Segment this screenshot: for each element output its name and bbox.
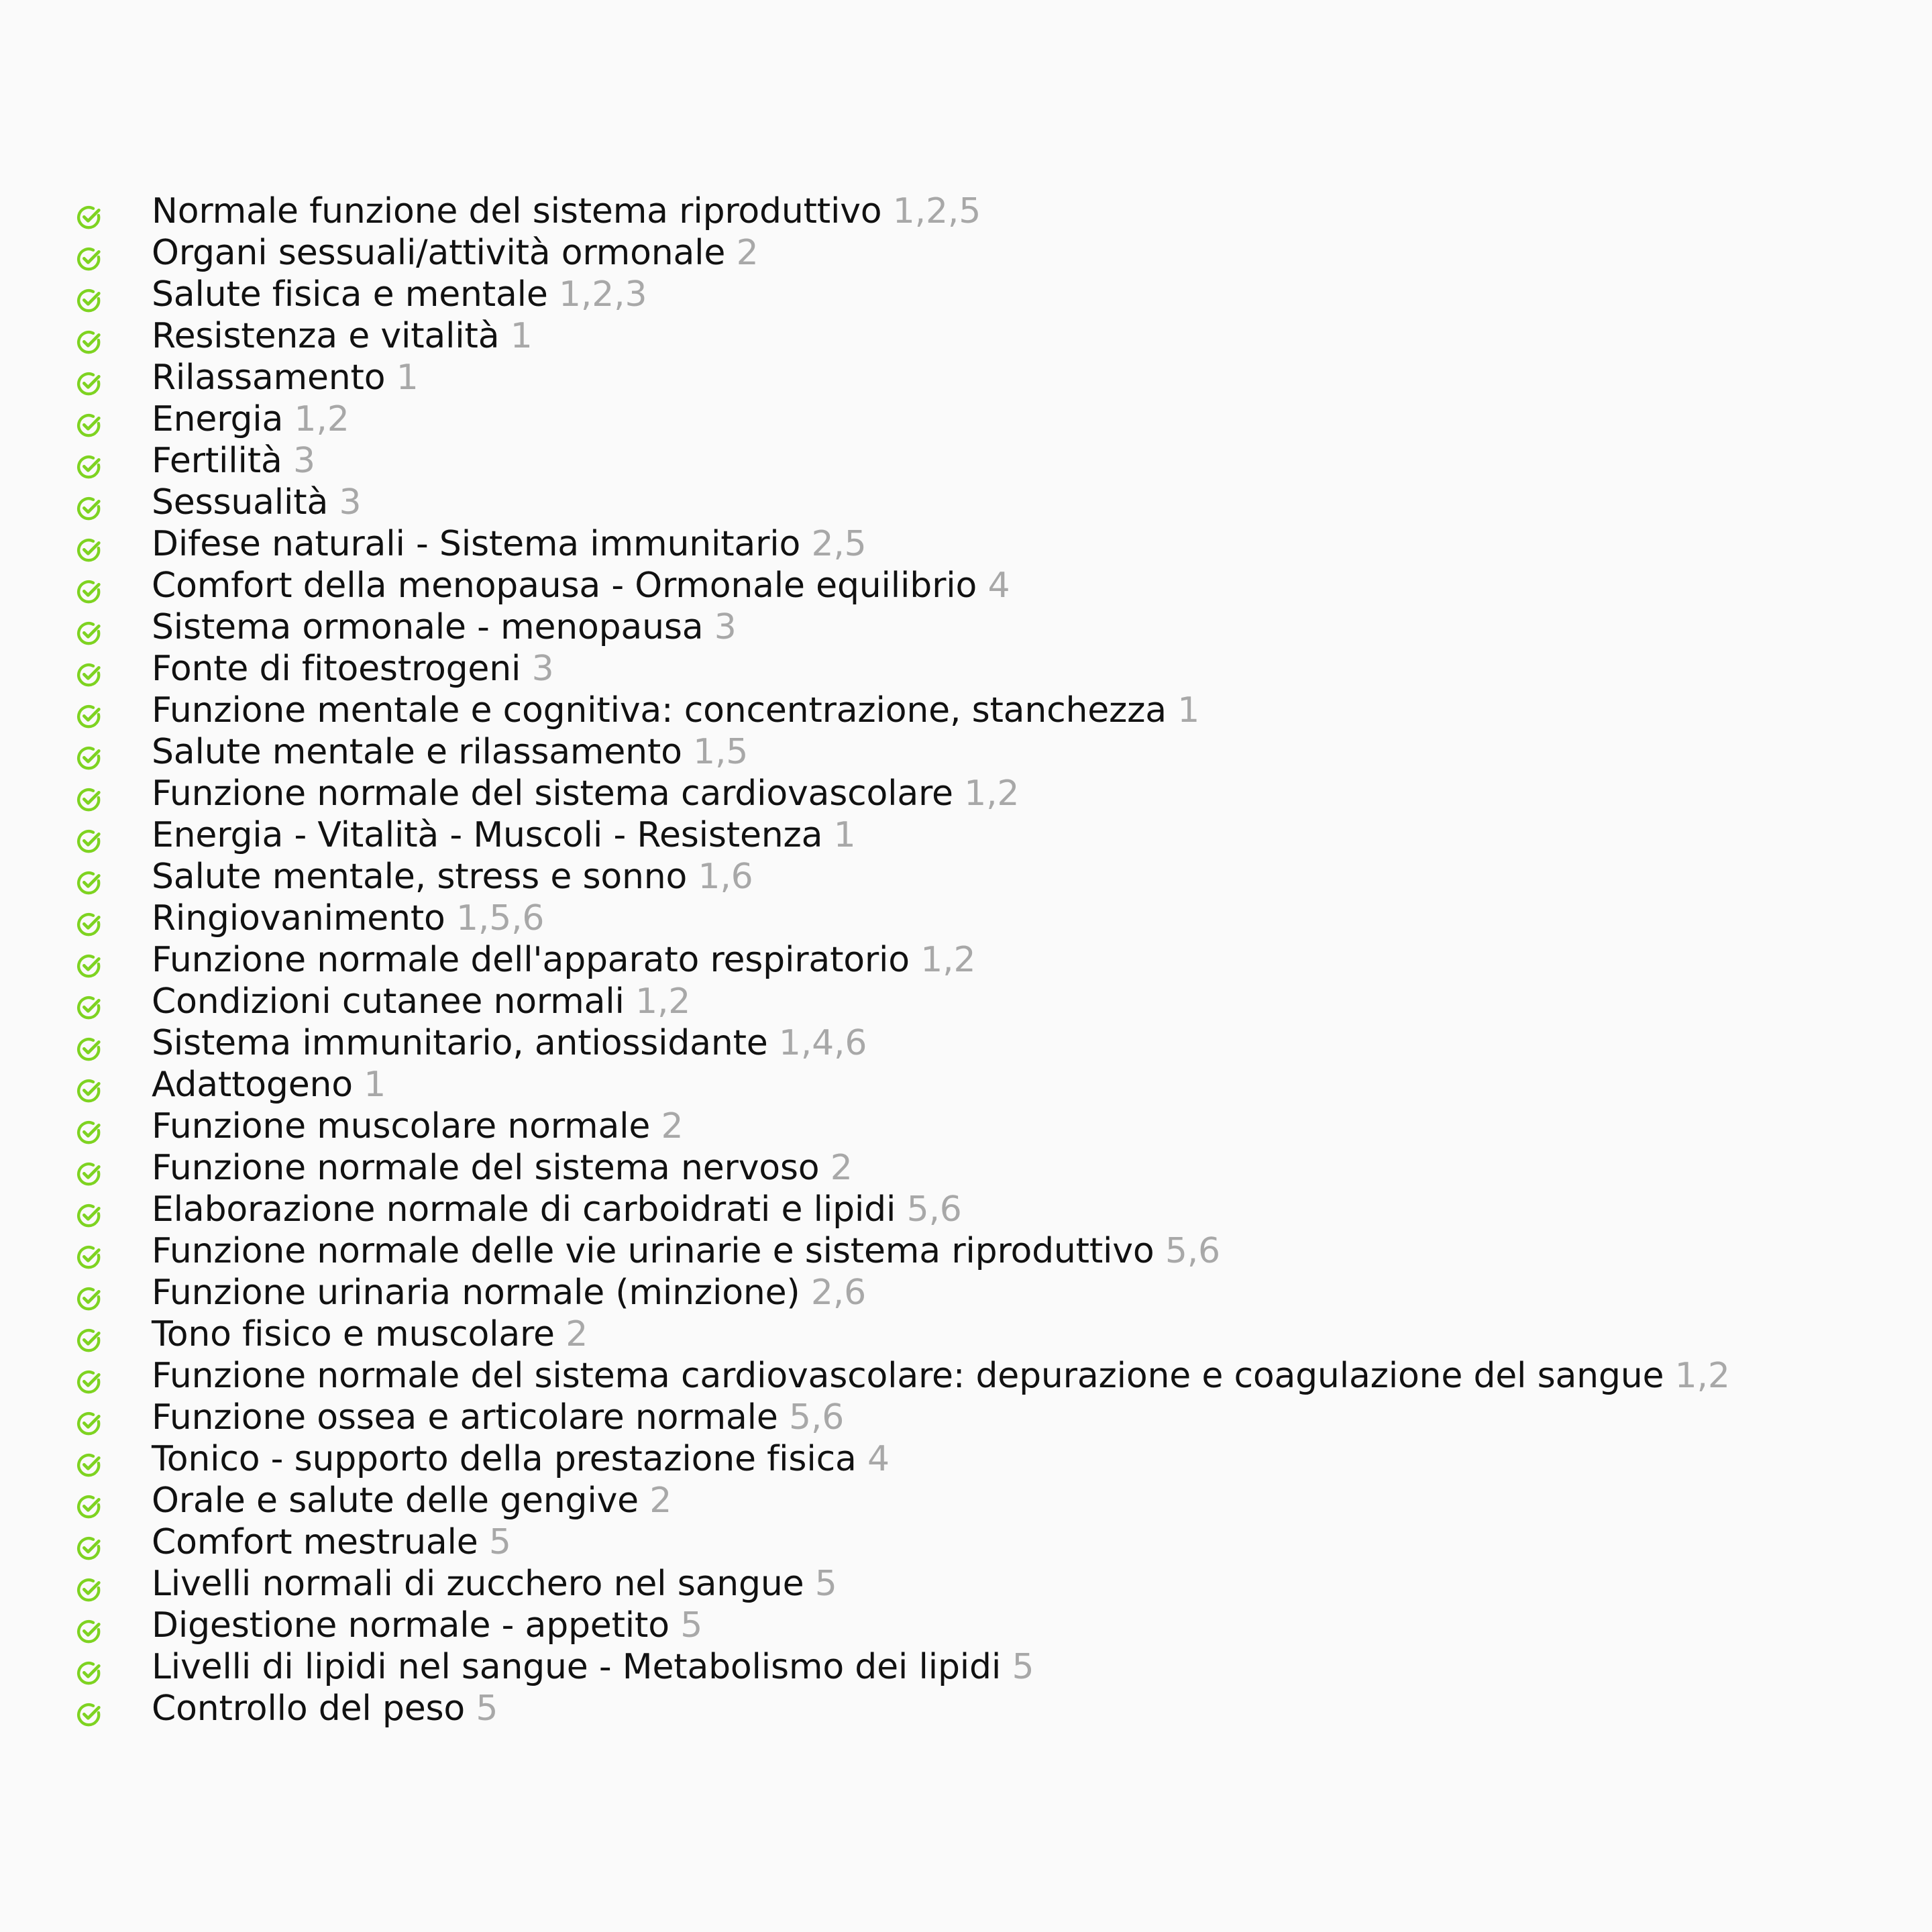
benefit-label: Rilassamento: [152, 358, 386, 398]
benefit-label: Sistema ormonale - menopausa: [152, 607, 704, 647]
check-circle-icon: [74, 363, 105, 405]
reference-numbers: 1,2,3: [559, 274, 647, 315]
benefit-label: Difese naturali - Sistema immunitario: [152, 524, 801, 564]
reference-numbers: 3: [292, 441, 315, 481]
check-circle-icon: [74, 696, 105, 737]
benefit-label: Energia - Vitalità - Muscoli - Resistenza: [152, 815, 823, 855]
check-circle-icon: [74, 1028, 105, 1070]
list-item: [152, 856, 1869, 898]
list-item: [152, 1230, 1869, 1272]
list-item: [152, 1563, 1869, 1605]
benefit-label: Fonte di fitoestrogeni: [152, 649, 521, 689]
reference-numbers: 5,6: [789, 1397, 845, 1438]
reference-numbers: 1,2: [1674, 1356, 1730, 1396]
reference-numbers: 1: [833, 815, 856, 855]
reference-numbers: 1: [1177, 690, 1200, 731]
benefit-label: Tono fisico e muscolare: [152, 1314, 555, 1354]
list-item: [152, 1106, 1869, 1147]
benefit-label: Funzione urinaria normale (minzione): [152, 1273, 800, 1313]
reference-numbers: 1,2,5: [892, 191, 981, 231]
list-item: [152, 398, 1869, 440]
check-circle-icon: [74, 904, 105, 945]
list-item: [152, 606, 1869, 648]
check-circle-icon: [74, 1569, 105, 1611]
list-item: [152, 898, 1869, 939]
check-circle-icon: [74, 1527, 105, 1569]
reference-numbers: 5: [488, 1522, 511, 1562]
reference-numbers: 4: [987, 566, 1010, 606]
check-circle-icon: [74, 1153, 105, 1195]
reference-numbers: 4: [867, 1439, 890, 1479]
list-item: [152, 232, 1869, 274]
check-circle-icon: [74, 1444, 105, 1486]
check-circle-icon: [74, 654, 105, 696]
check-circle-icon: [74, 612, 105, 654]
benefit-label: Adattogeno: [152, 1065, 353, 1105]
benefit-label: Sessualità: [152, 482, 329, 523]
benefit-label: Funzione ossea e articolare normale: [152, 1397, 778, 1438]
check-circle-icon: [74, 1486, 105, 1527]
check-circle-icon: [74, 1278, 105, 1320]
benefit-label: Controllo del peso: [152, 1688, 466, 1729]
list-item: [152, 731, 1869, 773]
list-item: [152, 191, 1869, 232]
reference-numbers: 5,6: [906, 1189, 962, 1230]
check-circle-icon: [74, 1112, 105, 1153]
benefit-label: Sistema immunitario, antiossidante: [152, 1023, 768, 1063]
check-circle-icon: [74, 779, 105, 820]
benefit-label: Ringiovanimento: [152, 898, 445, 938]
reference-numbers: 3: [339, 482, 362, 523]
list-item: [152, 1189, 1869, 1230]
check-circle-icon: [74, 1070, 105, 1112]
list-item: [152, 482, 1869, 523]
benefit-label: Energia: [152, 399, 284, 439]
benefit-label: Funzione normale delle vie urinarie e sistema riproduttivo: [152, 1231, 1155, 1271]
check-circle-icon: [74, 820, 105, 862]
list-item: [152, 440, 1869, 482]
benefit-label: Livelli di lipidi nel sangue - Metabolismo dei lipidi: [152, 1647, 1002, 1687]
check-circle-icon: [74, 446, 105, 488]
benefit-label: Funzione normale del sistema cardiovascolare: depurazione e coagulazione del sangue: [152, 1356, 1664, 1396]
check-circle-icon: [74, 197, 105, 238]
check-circle-icon: [74, 1611, 105, 1652]
reference-numbers: 3: [531, 649, 554, 689]
benefit-label: Funzione normale dell'apparato respiratorio: [152, 940, 910, 980]
list-item: [152, 1688, 1869, 1729]
list-item: [152, 274, 1869, 315]
reference-numbers: 1: [396, 358, 419, 398]
list-item: [152, 1521, 1869, 1563]
benefit-label: Organi sessuali/attività ormonale: [152, 233, 726, 273]
list-item: [152, 1480, 1869, 1521]
list-item: [152, 1605, 1869, 1646]
list-item: [152, 565, 1869, 606]
reference-numbers: 5,6: [1165, 1231, 1220, 1271]
benefit-label: Tonico - supporto della prestazione fisica: [152, 1439, 857, 1479]
list-item: [152, 1313, 1869, 1355]
list-item: [152, 1397, 1869, 1438]
list-item: [152, 523, 1869, 565]
reference-numbers: 3: [714, 607, 737, 647]
reference-numbers: 2: [736, 233, 759, 273]
check-circle-icon: [74, 945, 105, 987]
check-circle-icon: [74, 488, 105, 529]
list-item: [152, 773, 1869, 814]
benefit-label: Resistenza e vitalità: [152, 316, 500, 356]
reference-numbers: 5: [1012, 1647, 1034, 1687]
check-circle-icon: [74, 1236, 105, 1278]
benefit-label: Funzione mentale e cognitiva: concentrazione, stanchezza: [152, 690, 1167, 731]
reference-numbers: 1: [510, 316, 533, 356]
benefit-label: Livelli normali di zucchero nel sangue: [152, 1564, 804, 1604]
reference-numbers: 2: [830, 1148, 853, 1188]
check-circle-icon: [74, 1361, 105, 1403]
benefit-label: Funzione muscolare normale: [152, 1106, 651, 1146]
benefit-label: Salute mentale e rilassamento: [152, 732, 682, 772]
check-circle-icon: [74, 280, 105, 321]
reference-numbers: 5: [680, 1605, 703, 1646]
check-circle-icon: [74, 1694, 105, 1735]
check-icon-column: [74, 197, 105, 1735]
benefit-list: [152, 191, 1869, 1729]
benefit-label: Elaborazione normale di carboidrati e lipidi: [152, 1189, 896, 1230]
benefit-label: Comfort mestruale: [152, 1522, 478, 1562]
reference-numbers: 1,2: [920, 940, 976, 980]
list-item: [152, 981, 1869, 1022]
benefit-label: Normale funzione del sistema riproduttivo: [152, 191, 882, 231]
check-circle-icon: [74, 529, 105, 571]
check-circle-icon: [74, 571, 105, 612]
benefit-label: Orale e salute delle gengive: [152, 1481, 639, 1521]
check-circle-icon: [74, 1652, 105, 1694]
benefit-label: Condizioni cutanee normali: [152, 981, 625, 1022]
benefit-label: Funzione normale del sistema nervoso: [152, 1148, 820, 1188]
list-item: [152, 939, 1869, 981]
list-item: [152, 1646, 1869, 1688]
reference-numbers: 1,2: [964, 773, 1020, 814]
reference-numbers: 2: [566, 1314, 588, 1354]
check-circle-icon: [74, 1403, 105, 1444]
reference-numbers: 2,5: [811, 524, 867, 564]
check-circle-icon: [74, 405, 105, 446]
list-item: [152, 1272, 1869, 1313]
reference-numbers: 1: [364, 1065, 386, 1105]
benefit-label: Digestione normale - appetito: [152, 1605, 669, 1646]
benefit-label: Salute mentale, stress e sonno: [152, 857, 688, 897]
reference-numbers: 5: [814, 1564, 837, 1604]
reference-numbers: 5: [476, 1688, 498, 1729]
list-item: [152, 315, 1869, 357]
list-item: [152, 1064, 1869, 1106]
check-circle-icon: [74, 321, 105, 363]
check-circle-icon: [74, 238, 105, 280]
reference-numbers: 1,2: [294, 399, 350, 439]
benefit-label: Fertilità: [152, 441, 282, 481]
check-circle-icon: [74, 862, 105, 904]
reference-numbers: 2: [661, 1106, 684, 1146]
list-item: [152, 1022, 1869, 1064]
list-item: [152, 690, 1869, 731]
reference-numbers: 1,2: [635, 981, 691, 1022]
reference-numbers: 1,4,6: [778, 1023, 867, 1063]
benefit-label: Comfort della menopausa - Ormonale equilibrio: [152, 566, 977, 606]
check-circle-icon: [74, 737, 105, 779]
reference-numbers: 2: [649, 1481, 672, 1521]
list-item: [152, 1355, 1869, 1397]
check-circle-icon: [74, 1320, 105, 1361]
reference-numbers: 1,5: [693, 732, 749, 772]
reference-numbers: 1,5,6: [456, 898, 545, 938]
check-circle-icon: [74, 987, 105, 1028]
benefit-label: Salute fisica e mentale: [152, 274, 548, 315]
check-circle-icon: [74, 1195, 105, 1236]
list-item: [152, 1147, 1869, 1189]
reference-numbers: 1,6: [698, 857, 753, 897]
list-item: [152, 814, 1869, 856]
list-item: [152, 357, 1869, 398]
benefit-label: Funzione normale del sistema cardiovascolare: [152, 773, 953, 814]
list-item: [152, 648, 1869, 690]
reference-numbers: 2,6: [810, 1273, 866, 1313]
list-item: [152, 1438, 1869, 1480]
